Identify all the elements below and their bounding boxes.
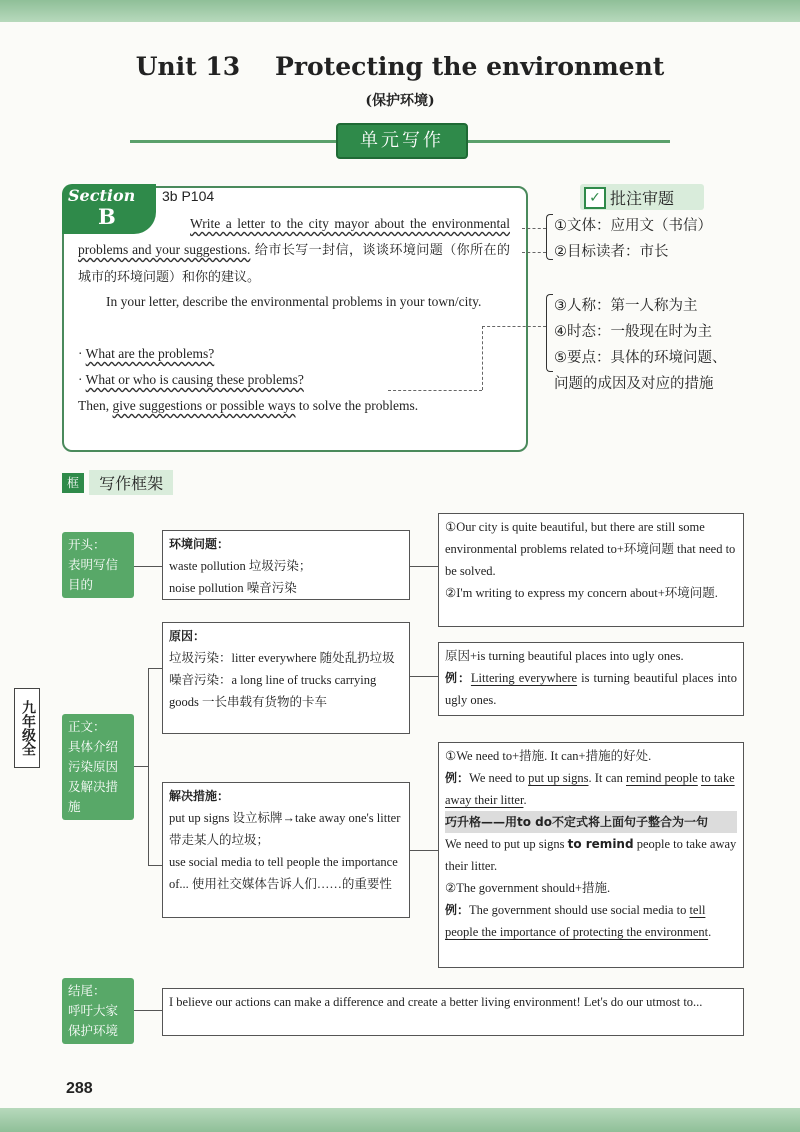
- ending-sentence: I believe our actions can make a difference and create a better living environment! Let's do our utmost to...: [169, 995, 703, 1009]
- note-reader: ②目标读者：市长: [554, 244, 669, 260]
- section-tag-word: Section: [68, 186, 136, 205]
- task-paragraph-2: In your letter, describe the environmental problems in your town/city.: [106, 294, 482, 309]
- top-decor-bar: [0, 0, 800, 22]
- sol-head: 解决措施：: [169, 789, 230, 803]
- sol-sentence-4: ②The government should+措施.: [445, 881, 611, 895]
- conn-sol-right: [410, 850, 438, 851]
- conn-open-left: [134, 566, 162, 567]
- connector-dash-5: [388, 390, 482, 391]
- opening-sentence-2: ②I'm writing to express my concern about+环境问题.: [445, 586, 718, 600]
- conn-cause-right: [410, 676, 438, 677]
- env-head: 环境问题：: [169, 537, 230, 551]
- box-opening-sentences: [438, 513, 744, 627]
- box-env-problems: [162, 530, 410, 600]
- page-subtitle: (保护环境): [365, 93, 435, 109]
- sol-upgrade-tip: 巧升格——用to do不定式将上面句子整合为一句: [445, 811, 737, 833]
- checkbox-icon: ✓: [584, 187, 606, 209]
- connector-dash-4: [482, 326, 483, 390]
- page-number: 288: [66, 1080, 93, 1097]
- framework-icon: 框: [62, 473, 84, 493]
- box-cause-sentences: [438, 642, 744, 716]
- sol-sentence-3: We need to put up signs to remind people to take away their litter.: [445, 837, 737, 873]
- note-tense: ④时态：一般现在时为主: [554, 324, 712, 340]
- cause-item-2: 噪音污染：a long line of trucks carrying goods 一长串载有货物的卡车: [169, 673, 377, 709]
- then-tail: to solve the problems.: [295, 398, 419, 413]
- banner-line-left: [130, 140, 336, 143]
- bullet-1-text: What are the problems?: [85, 346, 215, 361]
- brace-1: [546, 214, 553, 260]
- section-banner: 单元写作: [336, 123, 468, 159]
- opening-sentence-1: ①Our city is quite beautiful, but there are still some environmental problems related to+环境问题 that need to be solved.: [445, 520, 736, 578]
- conn-body-left: [134, 766, 148, 767]
- bottom-decor-bar: [0, 1108, 800, 1132]
- section-tag-letter: B: [98, 204, 116, 229]
- brace-2: [546, 294, 553, 372]
- task-instruction-cn: 给市长写一封信，谈谈环境问题（你所在的城市的环境问题）和你的建议。: [78, 243, 510, 285]
- label-body: 正文： 具体介绍 污染原因 及解决措 施: [62, 714, 134, 820]
- conn-body-bracket: [148, 668, 163, 866]
- bullet-2-text: What or who is causing these problems?: [85, 372, 304, 387]
- box-ending: [162, 988, 744, 1036]
- env-item-2: noise pollution 噪音污染: [169, 581, 297, 595]
- label-opening: 开头： 表明写信 目的: [62, 532, 134, 598]
- sol-item-1: put up signs 设立标牌→take away one's litter 带走某人的垃圾；: [169, 811, 401, 847]
- cause-sentence-2: 例：Littering everywhere is turning beautiful places into ugly ones.: [445, 671, 737, 707]
- note-points: ⑤要点：具体的环境问题、: [554, 350, 727, 366]
- page-title: Unit 13 Protecting the environment: [135, 52, 665, 81]
- task-bullet-1: · What are the problems?: [78, 346, 215, 361]
- notes-header: [580, 184, 704, 210]
- note-genre: ①文体：应用文（书信）: [554, 218, 712, 234]
- sol-sentence-1: ①We need to+措施. It can+措施的好处.: [445, 749, 652, 763]
- cause-item-1: 垃圾污染：litter everywhere 随处乱扔垃圾: [169, 651, 395, 665]
- connector-dash-2: [522, 252, 546, 253]
- note-points-cont: 问题的成因及对应的措施: [554, 376, 714, 392]
- box-solution-sentences: [438, 742, 744, 968]
- cause-head: 原因：: [169, 629, 206, 643]
- connector-dash-1: [522, 228, 546, 229]
- sol-sentence-5: 例：The government should use social media to tell people the importance of protecting the environment.: [445, 903, 712, 939]
- then-lead: Then,: [78, 398, 113, 413]
- cause-sentence-1: 原因+is turning beautiful places into ugly ones.: [445, 649, 684, 663]
- connector-dash-3: [482, 326, 546, 327]
- notes-header-label: 批注审题: [610, 189, 675, 208]
- sol-sentence-2: 例：We need to put up signs. It can remind people to take away their litter.: [445, 771, 735, 807]
- sol-item-2: use social media to tell people the importance of... 使用社交媒体告诉人们……的重要性: [169, 855, 398, 891]
- label-ending: 结尾： 呼吁大家 保护环境: [62, 978, 134, 1044]
- env-item-1: waste pollution 垃圾污染；: [169, 559, 312, 573]
- page-reference: 3b P104: [162, 188, 215, 204]
- banner-line-right: [464, 140, 670, 143]
- framework-header: [62, 470, 173, 492]
- framework-header-label: 写作框架: [89, 470, 173, 495]
- box-causes: [162, 622, 410, 734]
- task-instruction: Write a letter to the city mayor about the environmental problems and your suggestions.: [78, 216, 510, 257]
- grade-side-tab: 九年级全: [14, 688, 40, 768]
- box-solutions: [162, 782, 410, 918]
- task-then-line: [78, 398, 418, 414]
- task-bullet-2: · What or who is causing these problems?: [78, 372, 304, 387]
- then-emphasis: give suggestions or possible ways: [112, 398, 296, 413]
- conn-open-right: [410, 566, 438, 567]
- note-person: ③人称：第一人称为主: [554, 298, 698, 314]
- task-paragraph-1: [78, 211, 510, 291]
- conn-end: [134, 1010, 162, 1011]
